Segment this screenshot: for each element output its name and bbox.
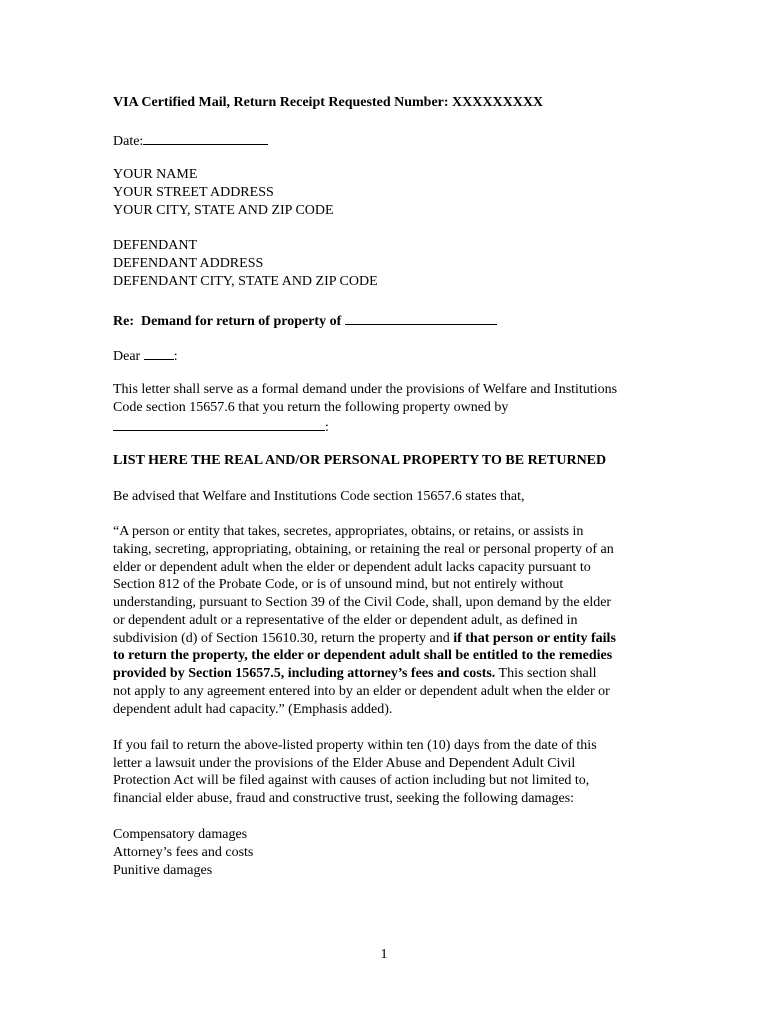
damages-item: Compensatory damages: [113, 827, 248, 842]
salutation: [113, 345, 178, 366]
re-line: [113, 310, 497, 331]
quote-line-9: [113, 665, 597, 683]
sender-name: YOUR NAME: [113, 167, 198, 182]
failure-line-1: If you fail to return the above-listed property within ten (10) days from the date of this: [113, 738, 597, 753]
sender-street: YOUR STREET ADDRESS: [113, 185, 274, 200]
recipient-name: DEFENDANT: [113, 238, 197, 253]
date-line: [113, 130, 268, 151]
dear-colon: :: [173, 349, 178, 364]
recipient-address: DEFENDANT ADDRESS: [113, 256, 264, 271]
quote-line-6: or dependent adult or a representative of the elder or dependent adult, as defined in: [113, 613, 578, 628]
sender-city: YOUR CITY, STATE AND ZIP CODE: [113, 203, 334, 218]
quote-line-2: taking, secreting, appropriating, obtaining, or retaining the real or personal property of an: [113, 542, 614, 557]
quote-line-3: elder or dependent adult when the elder or dependent adult lacks capacity pursuant to: [113, 560, 591, 575]
intro-line-2: Code section 15657.6 that you return the following property owned by: [113, 400, 509, 415]
quote-line-7: [113, 630, 616, 648]
recipient-city: DEFENDANT CITY, STATE AND ZIP CODE: [113, 274, 378, 289]
intro-line-3: [113, 416, 329, 437]
quote-line-10: not apply to any agreement entered into by an elder or dependent adult when the elder or: [113, 684, 610, 699]
intro-line-1: This letter shall serve as a formal demand under the provisions of Welfare and Institutions: [113, 382, 618, 397]
quote-line-11: dependent adult had capacity.” (Emphasis added).: [113, 702, 393, 717]
quote-line-9a-emphasis: provided by Section 15657.5, including attorney’s fees and costs.: [113, 666, 496, 681]
dear-blank: [144, 345, 174, 360]
damages-item: Punitive damages: [113, 863, 213, 878]
re-blank: [345, 310, 497, 325]
failure-line-2: letter a lawsuit under the provisions of the Elder Abuse and Dependent Adult Civil: [113, 756, 576, 771]
page-number: 1: [380, 947, 388, 962]
via-line: VIA Certified Mail, Return Receipt Requested Number: XXXXXXXXX: [113, 95, 544, 110]
quote-line-7a: subdivision (d) of Section 15610.30, return the property and: [113, 631, 454, 646]
quote-line-5: understanding, pursuant to Section 39 of the Civil Code, shall, upon demand by the elder: [113, 595, 612, 610]
failure-line-3: Protection Act will be filed against with causes of action including but not limited to,: [113, 773, 590, 788]
advised-line: Be advised that Welfare and Institutions Code section 15657.6 states that,: [113, 489, 525, 504]
damages-item: Attorney’s fees and costs: [113, 845, 254, 860]
date-blank: [143, 130, 268, 145]
date-label: Date:: [113, 134, 144, 149]
quote-line-7b-emphasis: if that person or entity fails: [453, 631, 616, 646]
failure-line-4: financial elder abuse, fraud and constructive trust, seeking the following damages:: [113, 791, 575, 806]
intro-colon: :: [325, 420, 329, 435]
list-heading: LIST HERE THE REAL AND/OR PERSONAL PROPERTY TO BE RETURNED: [113, 453, 607, 468]
re-text: Re: Demand for return of property of: [113, 314, 342, 329]
quote-line-4: Section 812 of the Probate Code, or is of unsound mind, but not entirely without: [113, 577, 564, 592]
dear-text: Dear: [113, 349, 141, 364]
owner-blank: [113, 416, 325, 431]
quote-line-9b: This section shall: [495, 666, 597, 681]
quote-line-8-emphasis: to return the property, the elder or dependent adult shall be entitled to the remedies: [113, 648, 613, 663]
quote-line-1: “A person or entity that takes, secretes, appropriates, obtains, or retains, or assists in: [113, 524, 584, 539]
